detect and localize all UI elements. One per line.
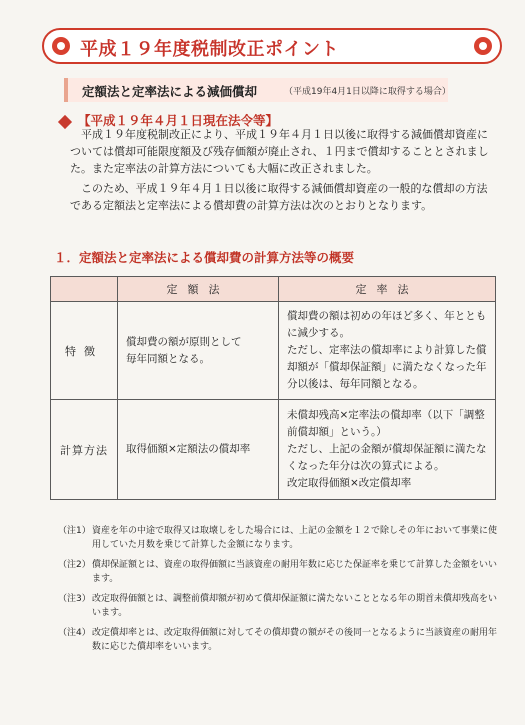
note-text: 改定取得価額とは、調整前償却額が初めて償却保証額に満たないこととなる年の期首未償却残高をいいます。 (92, 594, 498, 618)
note-label: （注4） (58, 628, 91, 638)
bullet-icon (474, 37, 492, 55)
note-label: （注3） (58, 594, 91, 604)
notes-list (58, 524, 498, 660)
cell-teigaku (118, 400, 279, 500)
row-label: 特徴 (51, 302, 118, 400)
law-heading: 【平成１９年４月１日現在法令等】 (78, 113, 279, 128)
note-text: 資産を年の中途で取得又は取壊しをした場合には、上記の金額を１２で除しその年において事業に使用していた月数を乗じて計算した金額になります。 (92, 526, 498, 550)
section-title: １．定額法と定率法による償却費の計算方法等の概要 (54, 250, 355, 265)
paragraph-2: このため、平成１９年４月１日以後に取得する減価償却資産の一般的な償却の方法である定額法と定率法による償却費の計算方法は次のとおりとなります。 (70, 182, 488, 212)
subheading-note: （平成19年4月1日以降に取得する場合） (284, 87, 451, 97)
cell-line: 改定取得価額×改定償却率 (287, 477, 412, 489)
note-text: 改定償却率とは、改定取得価額に対してその償却費の額がその後同一となるように当該資産の耐用年数に応じた償却率をいいます。 (92, 628, 498, 652)
note-label: （注2） (58, 560, 91, 570)
row-label: 計算方法 (51, 400, 118, 500)
table-header-teigaku: 定額法 (118, 277, 279, 302)
cell-line: ただし、上記の金額が償却保証額に満たなくなった年分は次の算式による。 (287, 443, 487, 472)
title-banner (42, 28, 502, 64)
cell-line: ただし、定率法の償却率により計算した償却額が「償却保証額」に満たなくなった年分以後は、毎年同額となる。 (287, 344, 487, 390)
comparison-table (50, 276, 496, 500)
table-header-teiritsu: 定率法 (279, 277, 496, 302)
subheading-box (64, 78, 451, 102)
cell-line: 償却費の額が原則として (126, 335, 242, 348)
cell-teigaku (118, 302, 279, 400)
page-title: 平成１９年度税制改正ポイント (80, 39, 339, 60)
subheading-title: 定額法と定率法による減価償却 (82, 84, 258, 99)
note-item (58, 558, 498, 586)
cell-teiritsu (279, 400, 496, 500)
cell-line: 未償却残高×定率法の償却率（以下「調整前償却額」という。） (287, 409, 485, 438)
note-item (58, 626, 498, 654)
note-item (58, 524, 498, 552)
note-item (58, 592, 498, 620)
cell-line: 毎年同額となる。 (126, 352, 210, 365)
table-row (51, 302, 496, 400)
cell-line: 償却費の額は初めの年ほど多く、年とともに減少する。 (287, 310, 487, 339)
bullet-icon (52, 37, 70, 55)
table-header-empty (51, 277, 118, 302)
paragraph-1: 平成１９年度税制改正により、平成１９年４月１日以後に取得する減価償却資産については償却可能限度額及び残存価額が廃止され、１円まで償却することとされました。また定率法の計算方法についても大幅に改正されました。 (70, 128, 489, 175)
table-header-row (51, 277, 496, 302)
cell-teiritsu (279, 302, 496, 400)
note-text: 償却保証額とは、資産の取得価額に当該資産の耐用年数に応じた保証率を乗じて計算した金額をいいます。 (92, 560, 498, 584)
cell-line: 取得価額×定額法の償却率 (126, 443, 251, 455)
table-row (51, 400, 496, 500)
note-label: （注1） (58, 526, 91, 536)
